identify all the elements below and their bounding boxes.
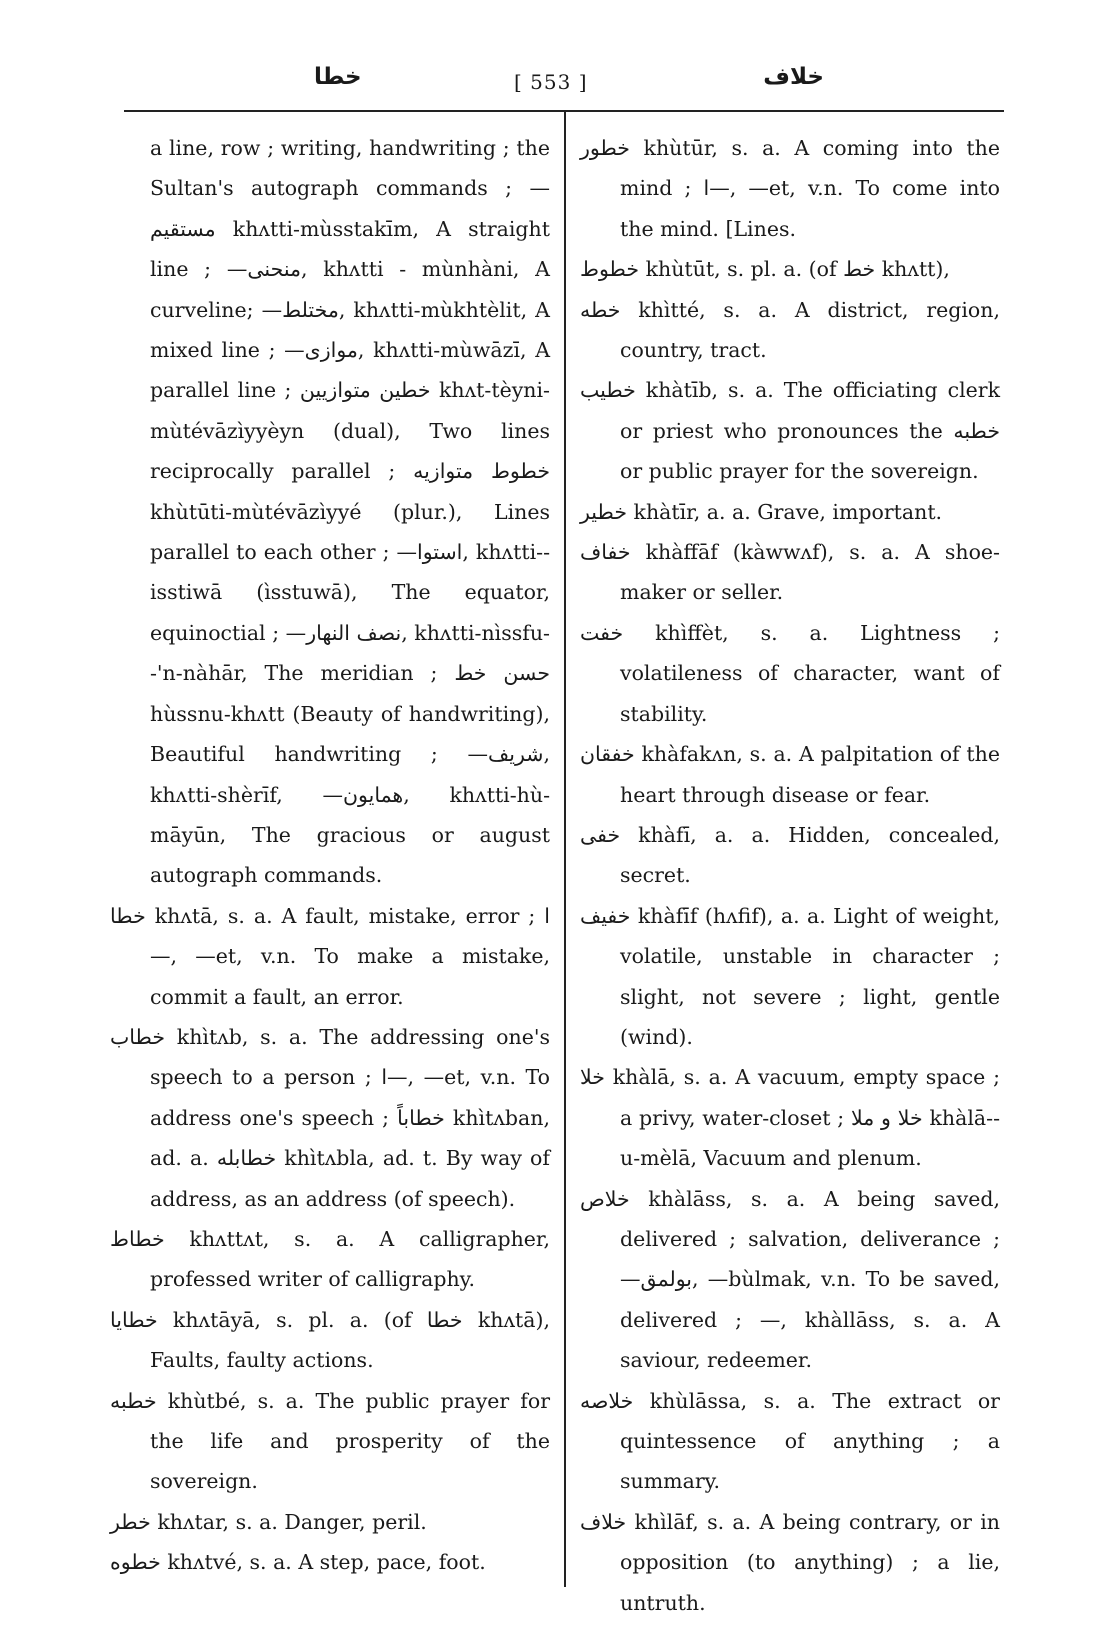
- right-column: [580, 128, 1000, 1623]
- header-right-word: خلاف: [763, 64, 824, 90]
- left-column: [110, 128, 550, 1583]
- dictionary-entry: خطر khʌtar, s. a. Danger, peril.: [110, 1509, 427, 1534]
- dictionary-entry: خلاصه khùlāssa, s. a. The extract or quintessence of anything ; a summary.: [580, 1388, 1000, 1494]
- dictionary-entry: خطا khʌtā, s. a. A fault, mistake, error ; ا—, —et, v.n. To make a mistake, commit a fault, an error.: [110, 903, 550, 1009]
- dictionary-entry: خفی khàfī, a. a. Hidden, concealed, secret.: [580, 822, 1000, 888]
- dictionary-entry: خطاط khʌttʌt, s. a. A calligrapher, professed writer of calligraphy.: [110, 1226, 550, 1292]
- page-header: [124, 64, 1004, 108]
- dictionary-entry: خطه khìtté, s. a. A district, region, country, tract.: [580, 297, 1000, 363]
- dictionary-entry: خلاص khàlāss, s. a. A being saved, delivered ; salvation, deliverance ; —بولمق, —bùlmak, v.n. To be saved, delivered ; —, khàllāss, s. a. A saviour, redeemer.: [580, 1186, 1000, 1373]
- header-left-word: خطا: [314, 64, 362, 90]
- dictionary-entry: خطوط khùtūt, s. pl. a. (of خط khʌtt),: [580, 257, 950, 282]
- dictionary-entry: خطوه khʌtvé, s. a. A step, pace, foot.: [110, 1550, 486, 1575]
- dictionary-entry: خطاب khìtʌb, s. a. The addressing one's speech to a person ; ا—, —et, v.n. To address one's speech ; خطاباً khìtʌban, ad. a. خطابله khìtʌbla, ad. t. By way of address, as an address (of speech).: [110, 1024, 550, 1211]
- dictionary-entry: خطیر khàtīr, a. a. Grave, important.: [580, 499, 943, 524]
- dictionary-entry: خفاف khàffāf (kàwwʌf), s. a. A shoe-maker or seller.: [580, 540, 1000, 605]
- dictionary-entry: a line, row ; writing, handwriting ; the Sultan's autograph commands ; — مستقیم khʌtti-mùsstakīm, A straight line ; —منحنی, khʌtti - mùnhàni, A curveline; —مختلط, khʌtti-mùkhtèlit, A mixed line ; —موازی, khʌtti-mùwāzī, A parallel line ; خطین متوازیین khʌt-tèyni-mùtévāzìyyèyn (dual), Two lines reciprocally parallel ; خطوط متوازیه khùtūti-mùtévāzìyyé (plur.), Lines parallel to each other ; —استوا, khʌtti--isstiwā (ìsstuwā), The equator, equinoctial ; —نصف النهار, khʌtti-nìssfu--'n-nàhār, The meridian ; حسن خط hùssnu-khʌtt (Beauty of handwriting), Beautiful handwriting ; —شریف, khʌtti-shèrīf, —همایون, khʌtti-hù-māyūn, The gracious or august autograph commands.: [150, 136, 551, 888]
- dictionary-entry: خطور khùtūr, s. a. A coming into the mind ; ا—, —et, v.n. To come into the mind. [Lines.: [580, 136, 1000, 241]
- dictionary-entry: خفقان khàfakʌn, s. a. A palpitation of the heart through disease or fear.: [580, 742, 1000, 807]
- dictionary-entry: خفت khìffèt, s. a. Lightness ; volatileness of character, want of stability.: [580, 620, 1000, 726]
- dictionary-entry: خطایا khʌtāyā, s. pl. a. (of خطا khʌtā), Faults, faulty actions.: [110, 1307, 551, 1373]
- dictionary-entry: خطیب khàtīb, s. a. The officiating clerk or priest who pronounces the خطبه or public prayer for the sovereign.: [580, 378, 1000, 484]
- column-divider: [564, 112, 566, 1587]
- dictionary-entry: خفیف khàfīf (hʌfif), a. a. Light of weight, volatile, unstable in character ; slight, not severe ; light, gentle (wind).: [580, 903, 1000, 1049]
- dictionary-entry: خطبه khùtbé, s. a. The public prayer for the life and prosperity of the sovereign.: [110, 1388, 550, 1494]
- dictionary-entry: خلاف khìlāf, s. a. A being contrary, or in opposition (to anything) ; a lie, untruth.: [580, 1509, 1000, 1615]
- dictionary-entry: خلا khàlā, s. a. A vacuum, empty space ; a privy, water-closet ; خلا و ملا khàlā--u-mèlā, Vacuum and plenum.: [580, 1065, 1000, 1171]
- page-number: [ 553 ]: [514, 70, 588, 94]
